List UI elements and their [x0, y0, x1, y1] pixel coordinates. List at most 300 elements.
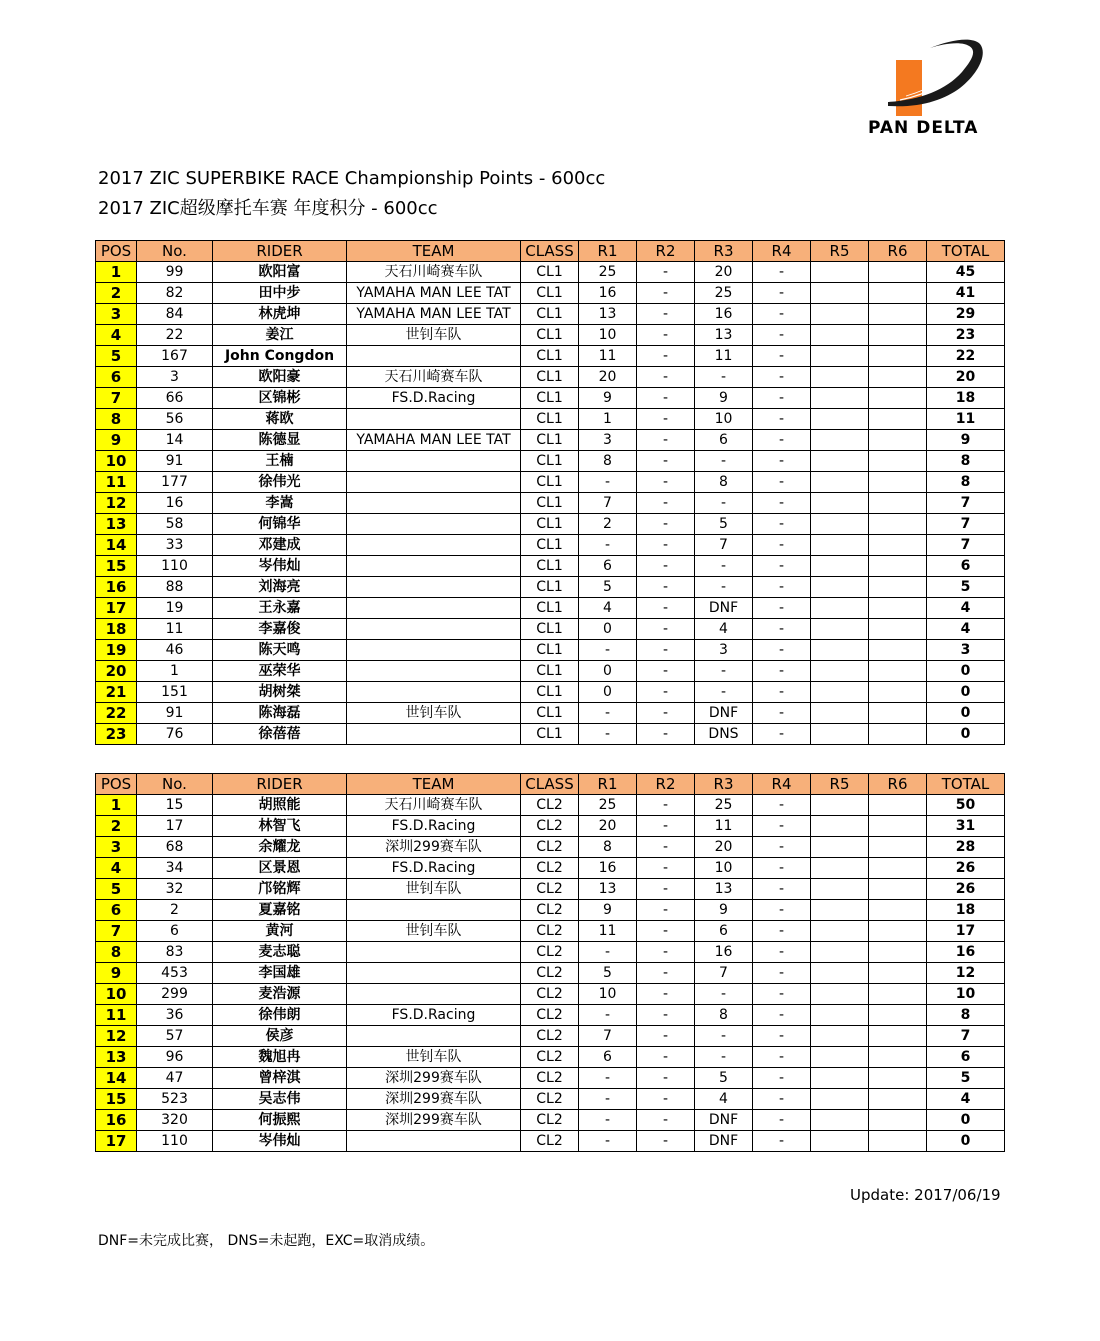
- cell-r3: -: [695, 367, 753, 388]
- cell-pos: 6: [96, 367, 137, 388]
- cell-r1: 1: [579, 409, 637, 430]
- cell-r6: [869, 472, 927, 493]
- header-r1: R1: [579, 241, 637, 262]
- cell-r6: [869, 837, 927, 858]
- cell-r5: [811, 556, 869, 577]
- cell-r6: [869, 304, 927, 325]
- cell-team: FS.D.Racing: [347, 388, 521, 409]
- cell-r4: -: [753, 325, 811, 346]
- cell-rider: 巫荣华: [213, 661, 347, 682]
- cell-r5: [811, 430, 869, 451]
- cell-no: 15: [137, 795, 213, 816]
- cell-no: 91: [137, 451, 213, 472]
- cell-no: 11: [137, 619, 213, 640]
- cell-r4: -: [753, 1089, 811, 1110]
- page-title-en: 2017 ZIC SUPERBIKE RACE Championship Points - 600cc: [98, 168, 606, 189]
- cell-total: 16: [927, 942, 1005, 963]
- cell-r3: 6: [695, 430, 753, 451]
- cell-r1: 0: [579, 661, 637, 682]
- table-row: [96, 858, 1005, 879]
- cell-r1: 13: [579, 879, 637, 900]
- cell-total: 0: [927, 1131, 1005, 1152]
- cell-r3: 11: [695, 816, 753, 837]
- cell-class: CL2: [521, 1089, 579, 1110]
- cell-team: [347, 577, 521, 598]
- cell-r1: -: [579, 535, 637, 556]
- cell-total: 45: [927, 262, 1005, 283]
- cell-r5: [811, 1110, 869, 1131]
- cell-class: CL1: [521, 346, 579, 367]
- cell-r2: -: [637, 1005, 695, 1026]
- cell-r4: -: [753, 514, 811, 535]
- cell-r4: -: [753, 556, 811, 577]
- cell-r6: [869, 577, 927, 598]
- cell-r4: -: [753, 1131, 811, 1152]
- cell-r2: -: [637, 619, 695, 640]
- cell-total: 7: [927, 493, 1005, 514]
- cell-r6: [869, 682, 927, 703]
- cell-r1: 6: [579, 1047, 637, 1068]
- cell-r4: -: [753, 430, 811, 451]
- table-row: [96, 556, 1005, 577]
- header-r3: R3: [695, 774, 753, 795]
- cell-no: 19: [137, 598, 213, 619]
- cell-r3: 10: [695, 409, 753, 430]
- cell-pos: 1: [96, 262, 137, 283]
- header-pos: POS: [96, 774, 137, 795]
- cell-r4: -: [753, 304, 811, 325]
- cell-r6: [869, 451, 927, 472]
- cell-r6: [869, 1068, 927, 1089]
- cell-r4: -: [753, 1047, 811, 1068]
- cell-r5: [811, 795, 869, 816]
- table-row: [96, 1089, 1005, 1110]
- cell-rider: 胡照能: [213, 795, 347, 816]
- header-total: TOTAL: [927, 241, 1005, 262]
- cell-r5: [811, 682, 869, 703]
- cell-no: 523: [137, 1089, 213, 1110]
- cell-rider: 胡树桀: [213, 682, 347, 703]
- cell-class: CL2: [521, 1047, 579, 1068]
- cell-rider: 蒋欧: [213, 409, 347, 430]
- table-row: [96, 304, 1005, 325]
- cell-r2: -: [637, 577, 695, 598]
- cell-r6: [869, 1131, 927, 1152]
- cell-r2: -: [637, 1110, 695, 1131]
- cell-pos: 17: [96, 598, 137, 619]
- cell-class: CL1: [521, 304, 579, 325]
- cell-rider: 李嘉俊: [213, 619, 347, 640]
- cell-team: [347, 1131, 521, 1152]
- table-row: [96, 535, 1005, 556]
- cell-r2: -: [637, 942, 695, 963]
- cell-rider: 麦浩源: [213, 984, 347, 1005]
- cell-class: CL2: [521, 900, 579, 921]
- table-row: [96, 262, 1005, 283]
- cell-team: YAMAHA MAN LEE TAT: [347, 283, 521, 304]
- cell-team: 深圳299赛车队: [347, 837, 521, 858]
- header-class: CLASS: [521, 241, 579, 262]
- cell-pos: 1: [96, 795, 137, 816]
- cell-r1: 10: [579, 984, 637, 1005]
- cell-pos: 7: [96, 388, 137, 409]
- cell-r4: -: [753, 451, 811, 472]
- cell-team: [347, 900, 521, 921]
- cell-r5: [811, 1026, 869, 1047]
- cell-r3: -: [695, 493, 753, 514]
- cell-r1: 0: [579, 619, 637, 640]
- cell-pos: 14: [96, 1068, 137, 1089]
- cell-r6: [869, 283, 927, 304]
- cell-r1: -: [579, 1131, 637, 1152]
- cell-total: 41: [927, 283, 1005, 304]
- cell-rider: 刘海亮: [213, 577, 347, 598]
- cell-class: CL1: [521, 640, 579, 661]
- cell-total: 11: [927, 409, 1005, 430]
- cell-r4: -: [753, 598, 811, 619]
- cell-r5: [811, 409, 869, 430]
- footnote: DNF=未完成比赛， DNS=未起跑，EXC=取消成绩。: [98, 1233, 435, 1249]
- cell-class: CL2: [521, 921, 579, 942]
- cell-class: CL2: [521, 1110, 579, 1131]
- cell-no: 3: [137, 367, 213, 388]
- cell-r5: [811, 262, 869, 283]
- cell-pos: 3: [96, 304, 137, 325]
- cell-team: YAMAHA MAN LEE TAT: [347, 430, 521, 451]
- header-r3: R3: [695, 241, 753, 262]
- cell-class: CL1: [521, 472, 579, 493]
- cell-team: 世钊车队: [347, 921, 521, 942]
- table-row: [96, 661, 1005, 682]
- cell-class: CL2: [521, 837, 579, 858]
- cell-r2: -: [637, 1026, 695, 1047]
- cell-r6: [869, 598, 927, 619]
- cell-r6: [869, 535, 927, 556]
- cell-class: CL1: [521, 577, 579, 598]
- cell-team: [347, 472, 521, 493]
- cell-r1: 16: [579, 858, 637, 879]
- cell-r1: 6: [579, 556, 637, 577]
- cell-r4: -: [753, 661, 811, 682]
- cell-r2: -: [637, 879, 695, 900]
- cell-no: 14: [137, 430, 213, 451]
- cell-total: 28: [927, 837, 1005, 858]
- cell-r3: -: [695, 661, 753, 682]
- cell-rider: 姜江: [213, 325, 347, 346]
- cell-no: 82: [137, 283, 213, 304]
- cell-no: 91: [137, 703, 213, 724]
- cell-class: CL1: [521, 367, 579, 388]
- cell-pos: 13: [96, 514, 137, 535]
- cell-r1: 20: [579, 367, 637, 388]
- cell-r4: -: [753, 1005, 811, 1026]
- cell-no: 110: [137, 1131, 213, 1152]
- logo-text: PAN DELTA: [868, 118, 979, 138]
- cell-r6: [869, 556, 927, 577]
- cell-r2: -: [637, 262, 695, 283]
- cell-r2: -: [637, 430, 695, 451]
- cell-rider: 邓建成: [213, 535, 347, 556]
- table-row: [96, 409, 1005, 430]
- cell-rider: 陈天鸣: [213, 640, 347, 661]
- cell-class: CL1: [521, 682, 579, 703]
- cell-no: 84: [137, 304, 213, 325]
- cell-r3: DNF: [695, 1131, 753, 1152]
- cell-total: 5: [927, 1068, 1005, 1089]
- cell-total: 6: [927, 1047, 1005, 1068]
- logo-orange-block: [896, 60, 922, 116]
- cell-r4: -: [753, 640, 811, 661]
- cell-r4: -: [753, 837, 811, 858]
- cell-pos: 10: [96, 451, 137, 472]
- cell-r2: -: [637, 795, 695, 816]
- cell-rider: 岑伟灿: [213, 1131, 347, 1152]
- cell-r1: -: [579, 942, 637, 963]
- cell-r2: -: [637, 1131, 695, 1152]
- cell-no: 177: [137, 472, 213, 493]
- cell-r1: 0: [579, 682, 637, 703]
- cell-r6: [869, 1047, 927, 1068]
- cell-r3: 5: [695, 514, 753, 535]
- cell-team: [347, 724, 521, 745]
- table-row: [96, 837, 1005, 858]
- cell-r2: -: [637, 451, 695, 472]
- cell-pos: 17: [96, 1131, 137, 1152]
- cell-r5: [811, 963, 869, 984]
- cell-class: CL2: [521, 1005, 579, 1026]
- cell-r5: [811, 514, 869, 535]
- cell-r3: -: [695, 984, 753, 1005]
- cell-total: 7: [927, 514, 1005, 535]
- cell-r2: -: [637, 858, 695, 879]
- cell-r1: 5: [579, 577, 637, 598]
- cell-r3: 9: [695, 388, 753, 409]
- cell-rider: 魏旭冉: [213, 1047, 347, 1068]
- cell-r6: [869, 493, 927, 514]
- cell-r2: -: [637, 514, 695, 535]
- cell-team: 深圳299赛车队: [347, 1089, 521, 1110]
- cell-team: [347, 1026, 521, 1047]
- cell-r1: -: [579, 703, 637, 724]
- cell-r3: 25: [695, 283, 753, 304]
- cell-r3: -: [695, 682, 753, 703]
- cell-r4: -: [753, 963, 811, 984]
- cell-team: [347, 963, 521, 984]
- cell-class: CL2: [521, 795, 579, 816]
- cell-r6: [869, 703, 927, 724]
- cell-r1: 3: [579, 430, 637, 451]
- cell-rider: 区锦彬: [213, 388, 347, 409]
- cell-no: 299: [137, 984, 213, 1005]
- cell-r4: -: [753, 703, 811, 724]
- cell-total: 31: [927, 816, 1005, 837]
- table-row: [96, 619, 1005, 640]
- cell-r5: [811, 493, 869, 514]
- cell-r4: -: [753, 262, 811, 283]
- table-row: [96, 1110, 1005, 1131]
- cell-team: 世钊车队: [347, 325, 521, 346]
- cell-total: 0: [927, 703, 1005, 724]
- cell-r1: 2: [579, 514, 637, 535]
- cell-total: 18: [927, 388, 1005, 409]
- cell-r2: -: [637, 388, 695, 409]
- cell-r5: [811, 1047, 869, 1068]
- header-r6: R6: [869, 774, 927, 795]
- header-no: No.: [137, 774, 213, 795]
- cell-rider: 欧阳富: [213, 262, 347, 283]
- cell-r3: 25: [695, 795, 753, 816]
- cell-r3: 9: [695, 900, 753, 921]
- cell-class: CL2: [521, 1026, 579, 1047]
- cell-team: 世钊车队: [347, 879, 521, 900]
- cell-r6: [869, 942, 927, 963]
- cell-r4: -: [753, 619, 811, 640]
- cell-total: 0: [927, 724, 1005, 745]
- cell-pos: 12: [96, 1026, 137, 1047]
- cell-r6: [869, 1026, 927, 1047]
- cell-total: 18: [927, 900, 1005, 921]
- cell-no: 2: [137, 900, 213, 921]
- cell-r5: [811, 535, 869, 556]
- cell-team: [347, 346, 521, 367]
- cell-class: CL2: [521, 858, 579, 879]
- cell-r1: 7: [579, 493, 637, 514]
- cell-pos: 4: [96, 858, 137, 879]
- cell-rider: 黄河: [213, 921, 347, 942]
- cell-class: CL1: [521, 451, 579, 472]
- cell-r6: [869, 963, 927, 984]
- cell-pos: 19: [96, 640, 137, 661]
- cell-team: [347, 619, 521, 640]
- cell-no: 46: [137, 640, 213, 661]
- cell-no: 96: [137, 1047, 213, 1068]
- cell-r1: 9: [579, 388, 637, 409]
- cell-r5: [811, 598, 869, 619]
- cell-r5: [811, 984, 869, 1005]
- cell-r2: -: [637, 640, 695, 661]
- cell-r4: -: [753, 346, 811, 367]
- cell-class: CL2: [521, 816, 579, 837]
- cell-r2: -: [637, 598, 695, 619]
- table-row: [96, 472, 1005, 493]
- cell-pos: 12: [96, 493, 137, 514]
- cell-r4: -: [753, 921, 811, 942]
- cell-r3: DNF: [695, 703, 753, 724]
- table-row: [96, 430, 1005, 451]
- table-row: [96, 598, 1005, 619]
- cell-r2: -: [637, 367, 695, 388]
- header-pos: POS: [96, 241, 137, 262]
- cell-total: 26: [927, 858, 1005, 879]
- cell-r3: -: [695, 1026, 753, 1047]
- cell-no: 6: [137, 921, 213, 942]
- cell-r2: -: [637, 493, 695, 514]
- cell-r6: [869, 430, 927, 451]
- cell-r3: 16: [695, 304, 753, 325]
- cell-total: 26: [927, 879, 1005, 900]
- cell-r4: -: [753, 472, 811, 493]
- cell-total: 10: [927, 984, 1005, 1005]
- header-r4: R4: [753, 241, 811, 262]
- cell-class: CL1: [521, 430, 579, 451]
- cell-team: [347, 661, 521, 682]
- cell-r5: [811, 283, 869, 304]
- cell-r2: -: [637, 283, 695, 304]
- cell-team: 深圳299赛车队: [347, 1068, 521, 1089]
- cell-rider: 徐伟光: [213, 472, 347, 493]
- cell-class: CL1: [521, 493, 579, 514]
- cell-r5: [811, 900, 869, 921]
- cell-class: CL1: [521, 703, 579, 724]
- cell-pos: 22: [96, 703, 137, 724]
- cell-r2: -: [637, 900, 695, 921]
- cell-r5: [811, 1089, 869, 1110]
- cell-total: 7: [927, 535, 1005, 556]
- cell-r6: [869, 514, 927, 535]
- cell-pos: 9: [96, 430, 137, 451]
- cell-class: CL1: [521, 619, 579, 640]
- header-team: TEAM: [347, 241, 521, 262]
- cell-r3: 13: [695, 325, 753, 346]
- cell-rider: 邝铭辉: [213, 879, 347, 900]
- cell-total: 9: [927, 430, 1005, 451]
- cell-r6: [869, 984, 927, 1005]
- cell-pos: 20: [96, 661, 137, 682]
- cell-total: 8: [927, 1005, 1005, 1026]
- header-r4: R4: [753, 774, 811, 795]
- cell-no: 47: [137, 1068, 213, 1089]
- cell-r3: 13: [695, 879, 753, 900]
- cell-team: [347, 409, 521, 430]
- cell-r3: 4: [695, 619, 753, 640]
- cell-rider: 麦志聪: [213, 942, 347, 963]
- table-row: [96, 1005, 1005, 1026]
- table-row: [96, 963, 1005, 984]
- cell-no: 151: [137, 682, 213, 703]
- cell-no: 58: [137, 514, 213, 535]
- cell-r3: 3: [695, 640, 753, 661]
- cell-r5: [811, 619, 869, 640]
- cell-no: 1: [137, 661, 213, 682]
- cell-r6: [869, 1005, 927, 1026]
- cell-class: CL2: [521, 1068, 579, 1089]
- cell-team: 深圳299赛车队: [347, 1110, 521, 1131]
- cell-r5: [811, 724, 869, 745]
- cell-no: 66: [137, 388, 213, 409]
- cell-r6: [869, 816, 927, 837]
- cell-r1: 11: [579, 346, 637, 367]
- cell-r3: -: [695, 1047, 753, 1068]
- cell-r4: -: [753, 942, 811, 963]
- table-row: [96, 682, 1005, 703]
- cell-r6: [869, 409, 927, 430]
- cell-r6: [869, 879, 927, 900]
- header-r1: R1: [579, 774, 637, 795]
- cell-r3: DNF: [695, 598, 753, 619]
- cell-r2: -: [637, 984, 695, 1005]
- cell-pos: 9: [96, 963, 137, 984]
- cell-r4: -: [753, 283, 811, 304]
- cell-pos: 5: [96, 346, 137, 367]
- cell-pos: 8: [96, 409, 137, 430]
- cell-class: CL1: [521, 262, 579, 283]
- table-row: [96, 816, 1005, 837]
- cell-r3: 7: [695, 535, 753, 556]
- cell-r2: -: [637, 682, 695, 703]
- update-date: Update: 2017/06/19: [850, 1186, 1001, 1204]
- table-row: [96, 900, 1005, 921]
- cell-total: 6: [927, 556, 1005, 577]
